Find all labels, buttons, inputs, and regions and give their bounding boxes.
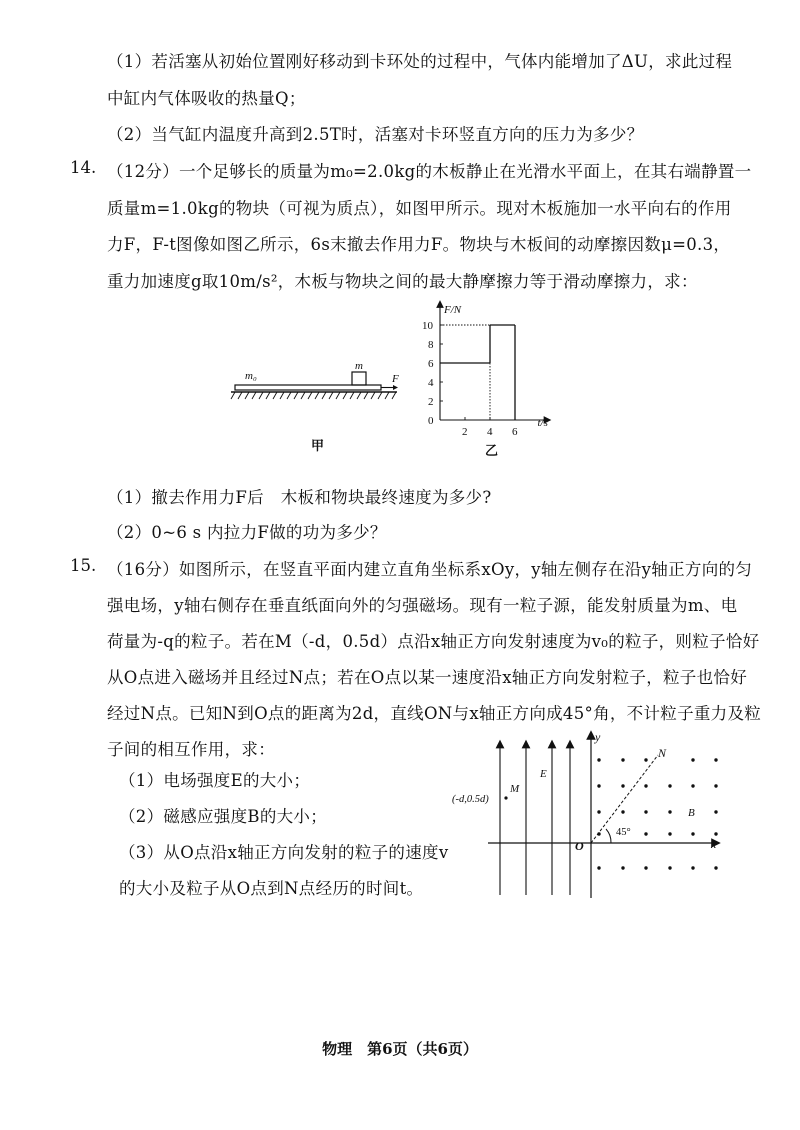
- q14-sub1: （1）撤去作用力F后 木板和物块最终速度为多少?: [107, 488, 492, 507]
- q15-sub1: （1）电场强度E的大小；: [119, 771, 311, 790]
- q15-number: 15.: [70, 556, 97, 575]
- origin-label: O: [575, 839, 584, 853]
- q15-line3: 荷量为-q的粒子。若在M（-d，0.5d）点沿x轴正方向发射速度为v₀的粒子，则粒子恰好: [107, 632, 760, 651]
- q14-line4: 重力加速度g取10m/s²，木板与物块之间的最大静摩擦力等于滑动摩擦力，求：: [107, 272, 698, 291]
- q14-number: 14.: [70, 158, 97, 177]
- x-tick-label: 6: [512, 426, 518, 438]
- q14-line3: 力F，F-t图像如图乙所示，6s末撤去作用力F。物块与木板间的动摩擦因数μ=0.3，: [107, 235, 731, 254]
- q15-line2: 强电场，y轴右侧存在垂直纸面向外的匀强磁场。现有一粒子源，能发射质量为m、电: [107, 596, 738, 615]
- small-block: [352, 372, 366, 385]
- b-field-dots: [597, 758, 717, 869]
- figure-q15-field: [448, 730, 728, 900]
- q13-sub1-line1: （1）若活塞从初始位置刚好移动到卡环处的过程中，气体内能增加了ΔU，求此过程: [107, 52, 733, 71]
- q15-line5: 经过N点。已知N到O点的距离为2d，直线ON与x轴正方向成45°角，不计粒子重力及粒: [107, 704, 762, 723]
- y-tick-label: 2: [428, 396, 434, 408]
- fig-yi-caption: 乙: [485, 443, 499, 458]
- q14-line2: 质量m=1.0kg的物块（可视为质点），如图甲所示。现对木板施加一水平向右的作用: [107, 199, 732, 218]
- fig-jia-f-label: F: [392, 373, 399, 385]
- q15-sub3-line2: 的大小及粒子从O点到N点经历的时间t。: [119, 879, 424, 898]
- y-axis-label: y: [595, 730, 601, 744]
- q13-sub2: （2）当气缸内温度升高到2.5T时，活塞对卡环竖直方向的压力为多少？: [107, 125, 644, 144]
- x-axis-label: x: [711, 837, 717, 851]
- t-axis-label: t/s: [537, 417, 548, 429]
- fig-jia-m0-label: m₀: [245, 370, 257, 382]
- fig-jia-m-label: m: [355, 360, 363, 372]
- x-tick-label: 4: [487, 426, 493, 438]
- q15-line4: 从O点进入磁场并且经过N点；若在O点以某一速度沿x轴正方向发射粒子，粒子也恰好: [107, 668, 747, 687]
- q15-sub3-line1: （3）从O点沿x轴正方向发射的粒子的速度v: [119, 843, 449, 862]
- fig-jia-caption: 甲: [311, 438, 325, 453]
- y-tick-label: 8: [428, 339, 434, 351]
- q13-sub1-line2: 中缸内气体吸收的热量Q；: [107, 89, 306, 108]
- f-axis-label: F/N: [444, 304, 462, 316]
- long-board: [235, 385, 381, 390]
- x-tick-label: 2: [462, 426, 468, 438]
- angle-label: 45°: [616, 827, 631, 838]
- y-tick-label: 10: [422, 320, 433, 332]
- force-arrowhead: [393, 385, 398, 390]
- point-n-label: N: [658, 746, 667, 760]
- point-m-label: M: [510, 783, 520, 795]
- q15-line6: 子间的相互作用，求：: [107, 740, 275, 759]
- q15-line1: （16分）如图所示，在竖直平面内建立直角坐标系xOy，y轴左侧存在沿y轴正方向的匀: [107, 560, 753, 579]
- page-footer: 物理 第6页（共6页）: [322, 1040, 478, 1058]
- q14-line1: （12分）一个足够长的质量为m₀=2.0kg的木板静止在光滑水平面上，在其右端静置一: [107, 162, 752, 181]
- point-m: [504, 796, 507, 799]
- e-label: E: [540, 768, 547, 780]
- q14-sub2: （2）0~6 s 内拉力F做的功为多少？: [107, 523, 387, 542]
- chart-origin-label: 0: [428, 415, 434, 427]
- figure-jia: [225, 355, 410, 460]
- point-m-coord: (-d,0.5d): [452, 794, 489, 805]
- angle-arc: [606, 829, 611, 843]
- y-tick-label: 4: [428, 377, 434, 389]
- ground-hatching: [231, 392, 396, 399]
- b-label: B: [688, 807, 695, 819]
- q15-sub2: （2）磁感应强度B的大小；: [119, 807, 328, 826]
- figure-yi-chart: [405, 298, 585, 460]
- y-tick-label: 6: [428, 358, 434, 370]
